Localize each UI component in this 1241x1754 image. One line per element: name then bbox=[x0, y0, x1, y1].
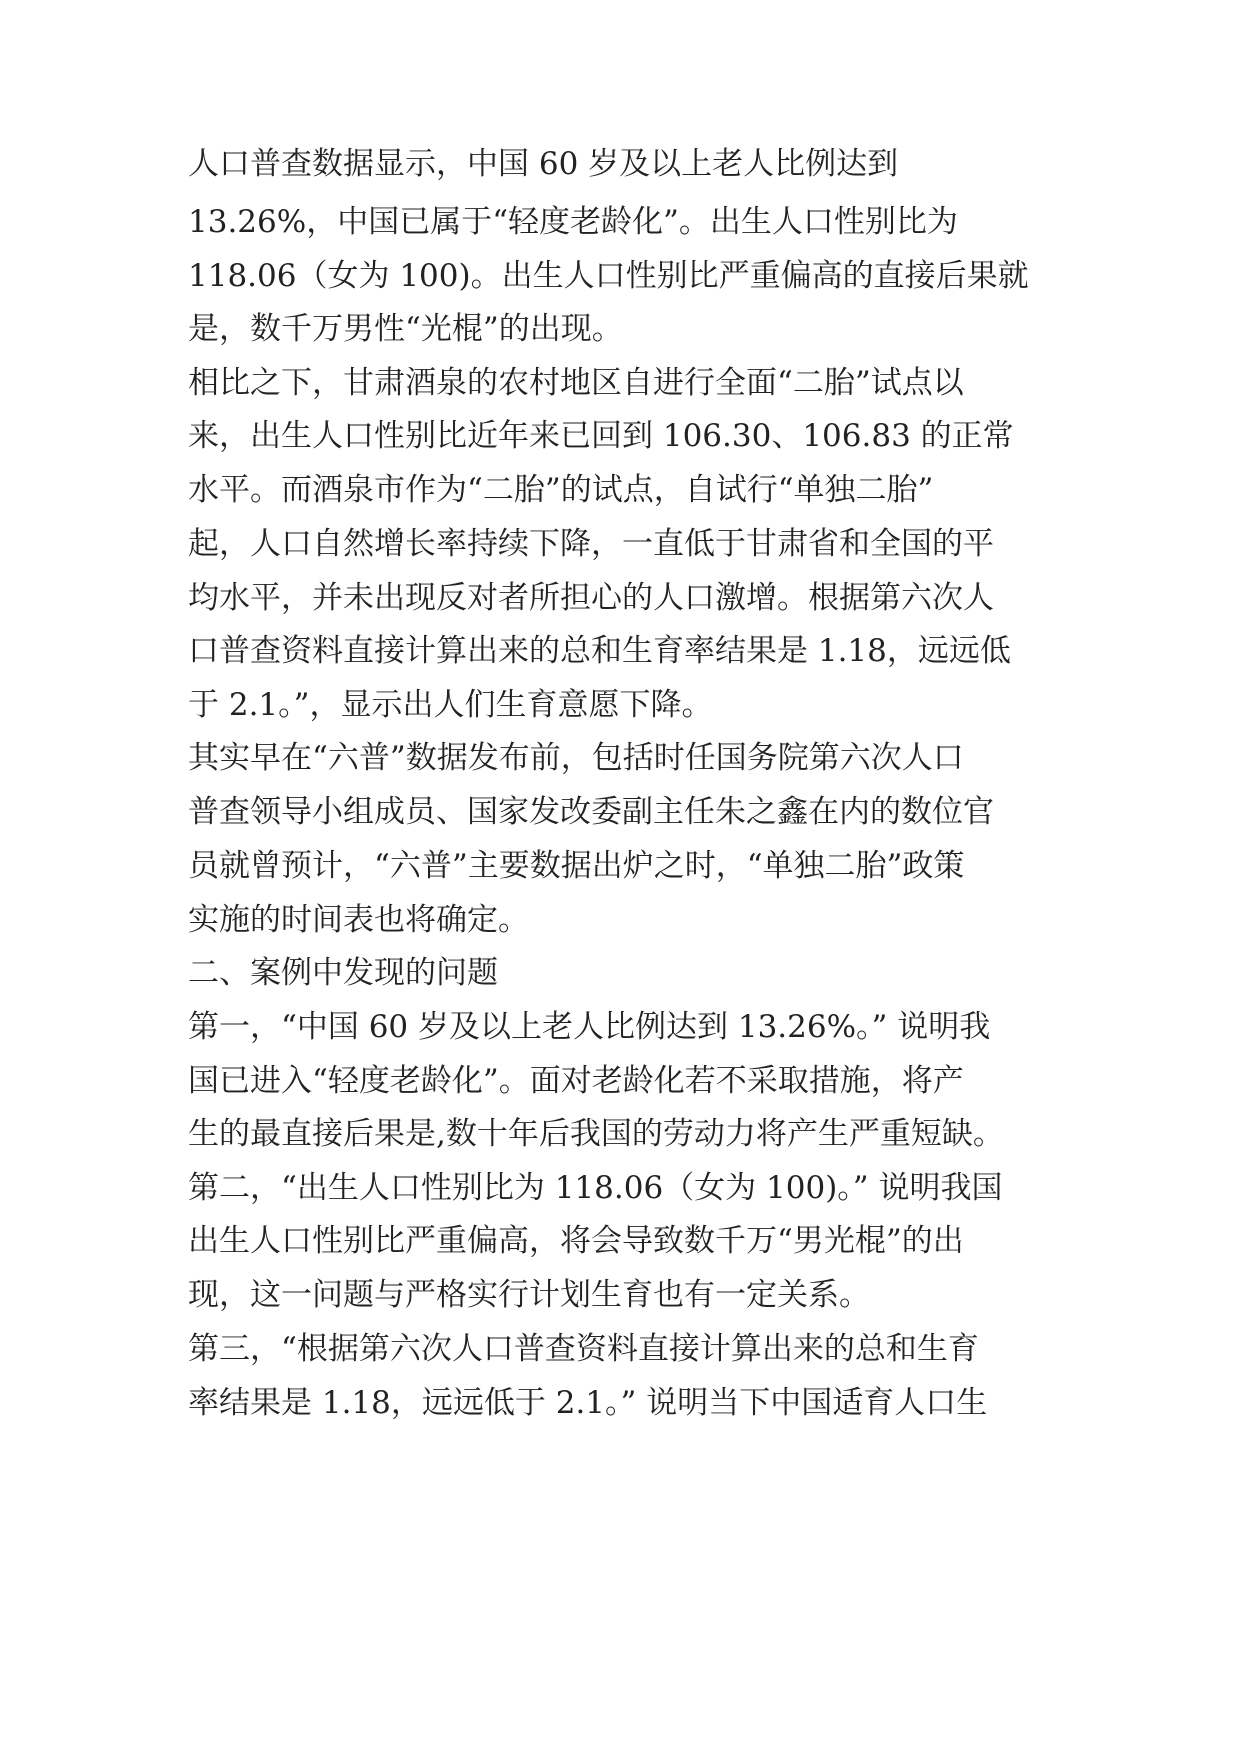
text-line: 员就曾预计，“六普”主要数据出炉之时，“单独二胎”政策 bbox=[188, 848, 965, 884]
paragraph-start-line: 第二，“出生人口性别比为 118.06（女为 100)。” 说明我国 bbox=[188, 1170, 1003, 1206]
text-line: 13.26%，中国已属于“轻度老龄化”。出生人口性别比为 bbox=[188, 204, 958, 240]
text-line: 出生人口性别比严重偏高，将会导致数千万“男光棍”的出 bbox=[188, 1223, 964, 1259]
paragraph-start-line: 相比之下，甘肃酒泉的农村地区自进行全面“二胎”试点以 bbox=[188, 365, 964, 401]
section-heading: 二、案例中发现的问题 bbox=[188, 955, 498, 991]
text-line: 118.06（女为 100)。出生人口性别比严重偏高的直接后果就 bbox=[188, 258, 1029, 294]
text-line: 是，数千万男性“光棍”的出现。 bbox=[188, 311, 623, 347]
text-line: 普查领导小组成员、国家发改委副主任朱之鑫在内的数位官 bbox=[188, 794, 994, 830]
text-line: 生的最直接后果是,数十年后我国的劳动力将产生严重短缺。 bbox=[188, 1116, 1004, 1152]
text-line: 起，人口自然增长率持续下降，一直低于甘肃省和全国的平 bbox=[188, 526, 994, 562]
paragraph-start-line: 第一，“中国 60 岁及以上老人比例达到 13.26%。” 说明我 bbox=[188, 1009, 991, 1045]
text-line: 口普查资料直接计算出来的总和生育率结果是 1.18，远远低 bbox=[188, 633, 1011, 669]
text-line: 率结果是 1.18，远远低于 2.1。” 说明当下中国适育人口生 bbox=[188, 1385, 988, 1421]
text-line: 人口普查数据显示，中国 60 岁及以上老人比例达到 bbox=[188, 146, 899, 182]
paragraph-start-line: 第三，“根据第六次人口普查资料直接计算出来的总和生育 bbox=[188, 1331, 979, 1367]
text-line: 均水平，并未出现反对者所担心的人口激增。根据第六次人 bbox=[188, 580, 994, 616]
text-line: 现，这一问题与严格实行计划生育也有一定关系。 bbox=[188, 1277, 870, 1313]
text-line: 国已进入“轻度老龄化”。面对老龄化若不采取措施，将产 bbox=[188, 1063, 964, 1099]
text-line: 于 2.1。”，显示出人们生育意愿下降。 bbox=[188, 687, 713, 723]
text-line: 水平。而酒泉市作为“二胎”的试点，自试行“单独二胎” bbox=[188, 472, 934, 508]
text-line: 来，出生人口性别比近年来已回到 106.30、106.83 的正常 bbox=[188, 418, 1014, 454]
paragraph-start-line: 其实早在“六普”数据发布前，包括时任国务院第六次人口 bbox=[188, 740, 964, 776]
text-line: 实施的时间表也将确定。 bbox=[188, 902, 529, 938]
